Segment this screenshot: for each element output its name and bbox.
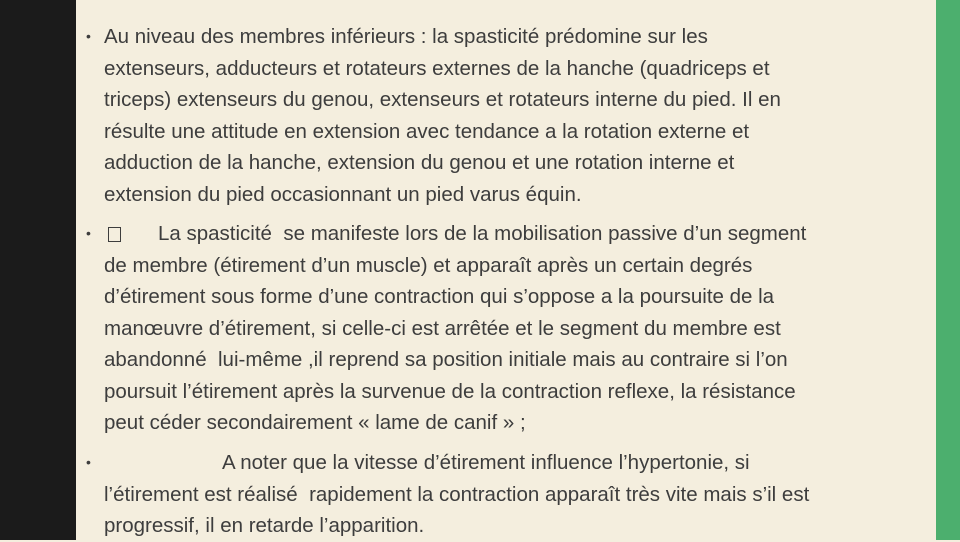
bullet-item-passive-mobilisation bbox=[76, 218, 936, 440]
bullet-line: extenseurs, adducteurs et rotateurs externes de la hanche (quadriceps et bbox=[104, 56, 770, 80]
bullet-dot: • bbox=[86, 225, 91, 241]
bullet-line: Au niveau des membres inférieurs : la spasticité prédomine sur les bbox=[104, 25, 708, 48]
bullet-line: manœuvre d’étirement, si celle-ci est arrêtée et le segment du membre est bbox=[104, 316, 781, 340]
bullet-line: poursuit l’étirement après la survenue de la contraction reflexe, la résistance bbox=[104, 379, 796, 403]
slide-content bbox=[76, 0, 936, 540]
bullet-line: progressif, il en retarde l’apparition. bbox=[104, 514, 425, 537]
bullet-dot: • bbox=[86, 28, 91, 44]
bullet-line: adduction de la hanche, extension du genou et une rotation interne et bbox=[104, 151, 735, 174]
left-dark-bar bbox=[0, 0, 76, 540]
bullet-dot: • bbox=[86, 454, 91, 470]
bullet-line: A noter que la vitesse d’étirement influence l’hypertonie, si bbox=[222, 451, 750, 474]
bullet-item-lower-limbs bbox=[76, 21, 936, 211]
missing-glyph-icon bbox=[108, 218, 121, 250]
right-accent-bar bbox=[936, 0, 960, 540]
bullet-item-stretch-speed bbox=[76, 447, 936, 542]
bullet-line: extension du pied occasionnant un pied varus équin. bbox=[104, 182, 582, 206]
bullet-line: de membre (étirement d’un muscle) et apparaît après un certain degrés bbox=[104, 253, 753, 277]
bullet-line: résulte une attitude en extension avec tendance a la rotation externe et bbox=[104, 119, 750, 143]
bullet-line: l’étirement est réalisé rapidement la contraction apparaît très vite mais s’il est bbox=[104, 482, 810, 506]
bullet-line: abandonné lui-même ,il reprend sa position initiale mais au contraire si l’on bbox=[104, 348, 788, 371]
bullet-line: triceps) extenseurs du genou, extenseurs et rotateurs interne du pied. Il en bbox=[104, 88, 781, 111]
bullet-line: La spasticité se manifeste lors de la mobilisation passive d’un segment bbox=[158, 222, 807, 245]
bullet-line: d’étirement sous forme d’une contraction qui s’oppose a la poursuite de la bbox=[104, 285, 775, 308]
bullet-line: peut céder secondairement « lame de canif » ; bbox=[104, 411, 526, 434]
